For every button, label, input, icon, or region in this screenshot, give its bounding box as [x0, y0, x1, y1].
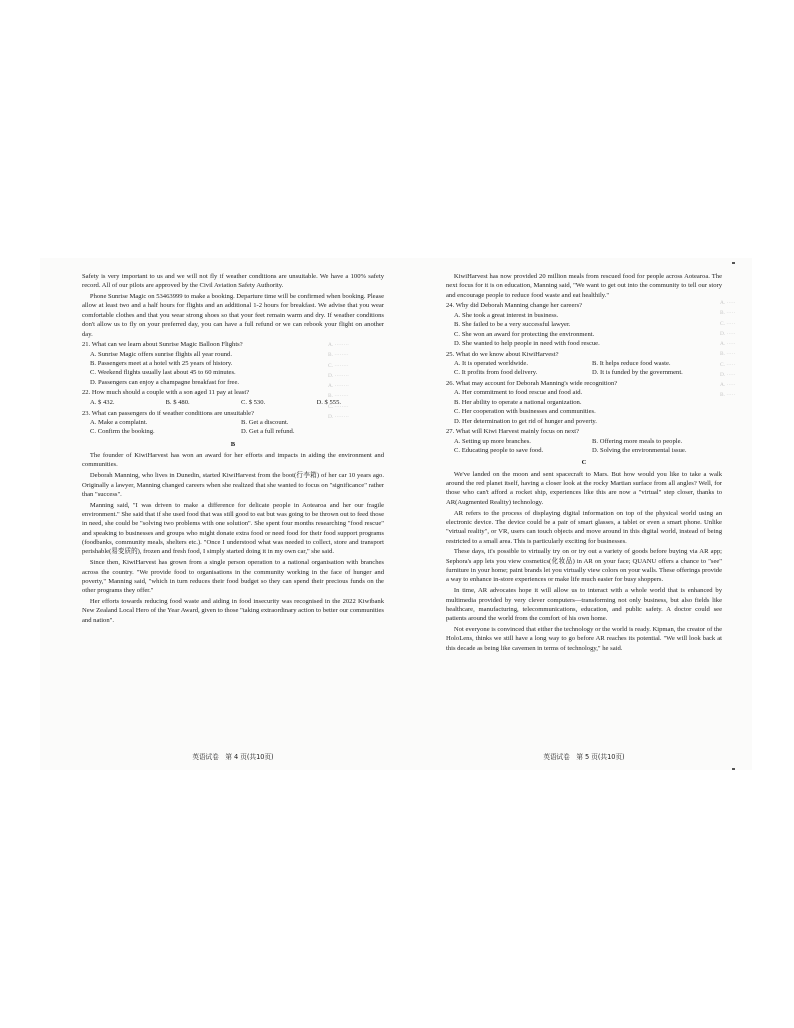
- passage-paragraph: Not everyone is convinced that either the technology or the world is ready. Kipman, the creator of the HoloLens, thinks we still have a long way to go before AR reaches its potential. "We will look back at this decade as being like cavemen in terms of technology," he said.: [446, 626, 722, 652]
- answer-option: A. Her commitment to food rescue and food aid.: [454, 389, 583, 397]
- question-stem: 22. How much should a couple with a son aged 11 pay at least?: [82, 389, 250, 397]
- answer-option: A. She took a great interest in business.: [454, 311, 559, 319]
- intro-paragraph: KiwiHarvest has now provided 20 million meals from rescued food for people across Aotearoa. The next focus for it is on education, Manning said, "We want to get out into the community to tell our story and encourage people to reduce food waste and eat healthily.": [446, 273, 722, 299]
- passage-paragraph: We've landed on the moon and sent spacecraft to Mars. But how would you like to take a walk around the red planet itself, having a closer look at the rocky Martian surface from all angles? Well, for those who can't afford a rocket ship, experiences like this are now a "virtual" step closer, thanks to AR(Augmented Reality) technology.: [446, 470, 722, 506]
- question-22: [82, 388, 384, 407]
- question-26: [446, 379, 722, 426]
- passage-paragraph: Her efforts towards reducing food waste and aiding in food insecurity was recognised in the 2022 Kiwibank New Zealand Local Hero of the Year Award, given to those "taking extraordinary action to better our communities and nation".: [82, 597, 384, 624]
- answer-option: C. She won an award for protecting the environment.: [454, 330, 595, 338]
- question-stem: 24. Why did Deborah Manning change her careers?: [446, 302, 583, 310]
- bleed-through-marks-right: A. ····· B. ····· C. ····· D. ····· A. ····· B. ····· C. ····· D. ····· A. ····· B. ·····: [720, 300, 736, 399]
- answer-option: D. Passengers can enjoy a champagne breakfast for free.: [90, 378, 240, 386]
- intro-paragraph: Safety is very important to us and we will not fly if weather conditions are unsuitable. We have a 100% safety record. All of our pilots are approved by the Civil Aviation Safety Authority.: [82, 273, 384, 290]
- intro-paragraph: Phone Sunrise Magic on 53463999 to make a booking. Departure time will be confirmed when booking. Please allow at least two and a half hours for flights and an additional 1-2 hours for breakfast. We advise that you wear comfortable clothes and that you wear strong shoes so that your feet remain warm and dry. If weather conditions don't allow us to fly on your preferred day, you can have a full refund or we can rebook your flight on another day.: [82, 293, 385, 338]
- answer-option: C. Educating people to save food.: [454, 447, 544, 455]
- answer-option: C. Weekend flights usually last about 45 to 60 minutes.: [90, 369, 236, 377]
- answer-option: B. She failed to be a very successful lawyer.: [454, 321, 571, 329]
- answer-option: D. She wanted to help people in need with food rescue.: [454, 339, 600, 347]
- question-25: [446, 350, 722, 378]
- passage-paragraph: Manning said, "I was driven to make a difference for delicate people in Aotearoa and her our fragile environment." She said that if she used food that was still good to eat but was going to be thrown out to feed those in need, she could be "solving two problems with one solution". She spent four months researching "food rescue" and speaking to businesses and groups who might donate extra food or need food for their food support programs (foodbanks, community meals, shelters etc.). "Once I understood what was needed to collect, store and transport perishable(易变质的), frozen and fresh food, I simply started doing it in my own car," she said.: [82, 501, 384, 556]
- exam-page-5: [446, 272, 722, 762]
- passage-paragraph: AR refers to the process of displaying digital information on top of the physical world using an electronic device. The device could be a pair of smart glasses, a tablet or even a smart phone. Unlike "virtual reality", or VR, users can touch objects and move around in this digital world, instead of being restricted to a small area. This is particularly exciting for businesses.: [446, 509, 722, 545]
- answer-option: B. $ 480.: [165, 398, 190, 406]
- answer-option: C. Her cooperation with businesses and communities.: [454, 408, 596, 416]
- question-stem: 26. What may account for Deborah Manning's wide recognition?: [446, 380, 618, 388]
- answer-option: B. Offering more meals to people.: [592, 437, 683, 445]
- answer-option: D. Get a full refund.: [241, 428, 295, 436]
- answer-option: A. Setting up more branches.: [454, 437, 531, 445]
- passage-paragraph: In time, AR advocates hope it will allow us to interact with a whole world that is enhanced by multimedia provided by very clever computers—transforming not only business, but also fields like healthcare, manufacturing, telecommunications, education, and public safety. A doctor could see patients around the world from the comfort of his own home.: [446, 587, 722, 623]
- scan-speck: [732, 262, 735, 264]
- question-stem: 21. What can we learn about Sunrise Magic Balloon Flights?: [82, 341, 243, 349]
- scanned-exam-spread: [40, 258, 752, 770]
- scan-speck: [732, 768, 735, 770]
- question-24: [446, 301, 722, 348]
- passage-paragraph: Since then, KiwiHarvest has grown from a single person operation to a national organisation with branches across the country. "We provide food to organisations in the community working in the face of hunger and poverty," Manning said, "which in turn reduces their food budget so they can spend their precious funds on the other programs they offer.": [82, 559, 384, 595]
- answer-option: A. Make a complaint.: [90, 418, 148, 426]
- section-heading-c: C: [581, 459, 587, 467]
- answer-option: C. It profits from food delivery.: [454, 369, 538, 377]
- answer-option: D. $ 555.: [316, 398, 342, 406]
- bleed-through-marks-left: A. ········ B. ········ C. ········ D. ········ A. ········ B. ········ C. ········ D. ········: [328, 342, 349, 420]
- question-23: [82, 409, 384, 437]
- answer-option: B. It helps reduce food waste.: [592, 360, 671, 368]
- question-21: [82, 340, 384, 387]
- answer-option: A. It is operated worldwide.: [454, 360, 528, 368]
- answer-option: C. $ 530.: [241, 398, 266, 406]
- question-stem: 25. What do we know about KiwiHarvest?: [446, 350, 559, 358]
- question-stem: 27. What will Kiwi Harvest mainly focus on next?: [446, 428, 580, 436]
- answer-option: B. Passengers meet at a hotel with 25 years of history.: [90, 360, 233, 368]
- passage-paragraph: The founder of KiwiHarvest has won an award for her efforts and impacts in aiding the environment and communities.: [82, 452, 384, 469]
- answer-option: C. Confirm the booking.: [90, 428, 155, 436]
- page-footer: 英语试卷 第 4 页(共10页): [192, 752, 274, 761]
- page-footer: 英语试卷 第 5 页(共10页): [543, 752, 625, 761]
- section-heading-b: B: [230, 440, 236, 448]
- passage-paragraph: These days, it's possible to virtually try on or try out a variety of goods before buying via AR app; Sephora's app lets you view cosmetics(化妆品) in AR on your face; QUANU offers a chance to "see" furniture in your home; paint brands let you virtually view colors on your walls. These offerings provide a way to enhance in-store experiences or make life much easier for busy shoppers.: [446, 548, 722, 584]
- question-27: [446, 427, 722, 455]
- answer-option: A. Sunrise Magic offers sunrise flights all year round.: [90, 350, 232, 358]
- exam-page-4: [82, 272, 384, 762]
- answer-option: D. Her determination to get rid of hunger and poverty.: [454, 417, 597, 425]
- answer-option: B. Get a discount.: [241, 418, 289, 426]
- answer-option: D. Solving the environmental issue.: [592, 447, 687, 455]
- answer-option: A. $ 432.: [90, 398, 115, 406]
- answer-option: B. Her ability to operate a national organization.: [454, 398, 582, 406]
- question-stem: 23. What can passengers do if weather conditions are unsuitable?: [82, 409, 254, 417]
- passage-paragraph: Deborah Manning, who lives in Dunedin, started KiwiHarvest from the boot(行李箱) of her car 10 years ago. Originally a lawyer, Manning changed careers when she realized that she wanted to focus on "significance" rather than "success".: [82, 472, 384, 498]
- answer-option: D. It is funded by the government.: [592, 369, 683, 377]
